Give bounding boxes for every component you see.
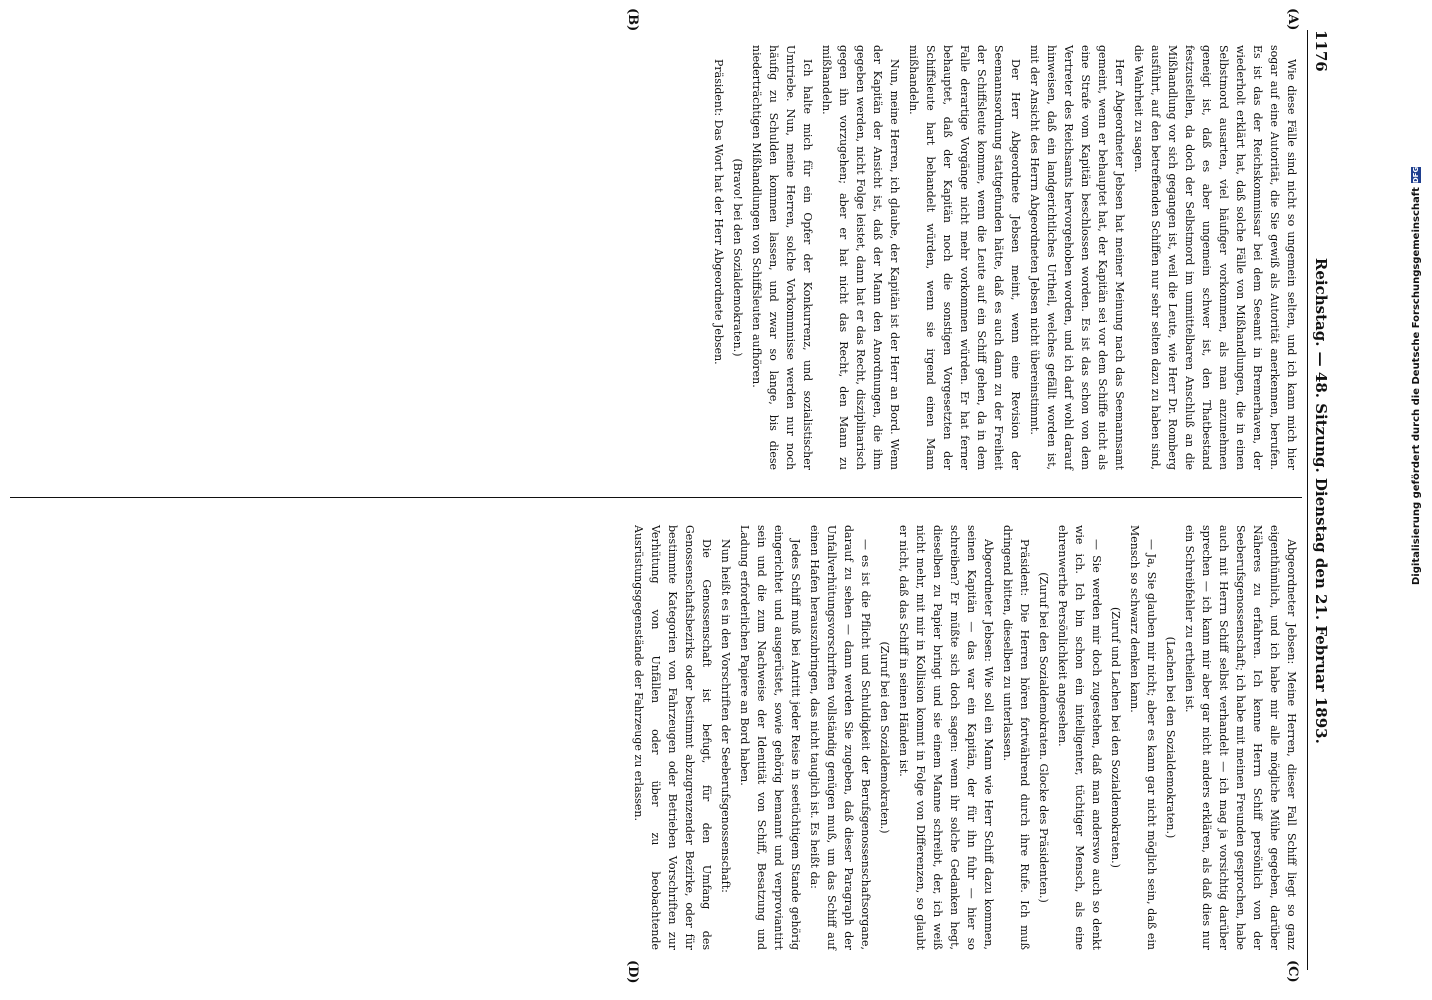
- paragraph: Abgeordneter Jebsen: Wie soll ein Mann wie Herr Schiff dazu kommen, seinen Kapitän — das war ein Kapitän, der für ihn fuhr — hier so schreiben? Er müßte sich doch sagen: wenn ihr solche Gedanken hegt, dieselben zu Papier bringt und sie einem Manne schreibt, der, ich weiß nicht mehr, mit mir in Kollision kommt in Folge von Differenzen, so glaubt er nicht, daß das Schiff in seinen Händen ist.: [897, 525, 995, 950]
- credit-text: Digitalisierung gefördert durch die Deutsche Forschungsgemeinschaft: [1410, 187, 1422, 585]
- paragraph: Nun, meine Herren, ich glaube, der Kapitän ist der Herr an Bord. Wenn der Kapitän der Ansicht ist, daß der Mann den Anordnungen, die ihm gegeben werden, nicht Folge leistet, dann hat er das Recht, disziplinarisch gegen ihn vorzugehen; aber er hat nicht das Recht, den Mann zu mißhandeln.: [820, 45, 901, 470]
- paragraph: Der Herr Abgeordnete Jebsen meint, wenn eine Revision der Seemannsordnung stattgefunden hätte, daß es auch dann zu der Freiheit der Schiffsleute komme, wenn die Leute auf ein Schiff gehen, da in dem Falle derartige Vorgänge nicht mehr vorkommen würden. Er hat ferner behauptet, daß der Kapitän noch die sonstigen Vorgesetzten der Schiffsleute hart behandelt würden, wenn sie irgend einen Mann mißhandeln.: [907, 45, 1022, 470]
- paragraph: Wie diese Fälle sind nicht so ungemein selten, und ich kann mich hier sogar auf eine Autorität, die Sie gewiß als Autorität anerkennen, berufen. Es ist das der Reichskommissar bei dem Seeamt in Bremerhaven, der wiederholt erklärt hat, daß solche Fälle von Mißhandlungen, die in einen Selbstmord ausarten, viel häufiger vorkommen, als man anzunehmen geneigt ist, daß es aber ungemein schwer ist, den Thatbestand festzustellen, da doch der Selbstmord im unmittelbaren Anschluß an die Mißhandlung vor sich gegangen ist, weil die Leute, wie Herr Dr. Romberg ausführt, auf den betreffenden Schiffen nur sehr selten dazu zu haben sind, die Wahrheit zu sagen.: [1132, 45, 1298, 470]
- paragraph: — es ist die Pflicht und Schuldigkeit der Berufsgenossenschaftsorgane, darauf zu sehen — dann werden Sie zugeben, daß dieser Paragraph der Unfallverhütungsvorschriften vollständig genügen muß, um das Schiff auf einen Hafen herauszubringen, das nicht tauglich ist. Es heißt da:: [808, 525, 872, 950]
- page-number: 1176: [1312, 30, 1330, 72]
- interjection: (Zuruf bei den Sozialdemokraten.): [878, 641, 891, 834]
- digitization-credit: [1408, 166, 1424, 585]
- page-header: [1310, 30, 1332, 970]
- right-column: [628, 525, 1300, 950]
- margin-mark-a: (A): [1285, 8, 1300, 31]
- interjection: (Lachen bei den Sozialdemokraten.): [1164, 636, 1177, 839]
- page-title: Reichstag. — 48. Sitzung. Dienstag den 21. Februar 1893.: [1312, 257, 1330, 744]
- paragraph: Präsident: Die Herren hören fortwährend durch ihre Rufe. Ich muß dringend bitten, dieselben zu unterlassen.: [1001, 525, 1031, 950]
- paragraph: Nun heißt es in den Vorschriften der Seeberufsgenossenschaft:: [719, 539, 732, 893]
- column-divider: [10, 497, 1302, 498]
- paragraph: Jedes Schiff muß bei Antritt jeder Reise in seetüchtigem Stande gehörig eingerichtet und ausgerüstet, sowie gehörig bemannt und verproviantirt sein und die zum Nachweise der Identität von Schiff, Besatzung und Ladung erforderlichen Papiere an Bord haben.: [738, 525, 802, 950]
- paragraph: Ich halte mich für ein Opfer der Konkurrenz, und sozialistischer Umtriebe. Nun, meine Herren, solche Vorkommnisse werden nur noch häufig zu Schulden kommen lassen, und zwar so lange, bis diese niederträchtigen Mißhandlungen von Schiffsleuten aufhören.: [750, 45, 814, 470]
- margin-mark-c: (C): [1285, 960, 1300, 983]
- header-rule: [1307, 30, 1308, 970]
- paragraph: — Sie werden mir doch zugestehen, daß man anderswo auch so denkt wie ich. Ich bin schon ein intelligenter, tüchtiger Mensch, als eine ehrenwerthe Persönlichkeit angesehen.: [1056, 525, 1103, 950]
- interjection: (Zuruf bei den Sozialdemokraten. Glocke des Präsidenten.): [1037, 572, 1050, 903]
- interjection: (Bravo! bei den Sozialdemokraten.): [731, 158, 744, 357]
- paragraph: Abgeordneter Jebsen: Meine Herren, dieser Fall Schiff liegt so ganz eigenthümlich, und ich habe mir alle mögliche Mühe gegeben, darüber Näheres zu erfahren. Ich kenne Herrn Schiff persönlich von der Seeberufsgenossenschaft; ich habe mit meinen Freunden gesprochen, habe auch mit Herrn Schiff selbst verhandelt — ich mag ja vorsichtig darüber sprechen — ich kann mir aber gar nicht anders erklären, als daß dies nur ein Schreibfehler zu ertheilen ist.: [1183, 525, 1298, 950]
- interjection: (Zuruf und Lachen bei den Sozialdemokraten.): [1109, 607, 1122, 868]
- speaker-line: Präsident: Das Wort hat der Herr Abgeordnete Jebsen.: [712, 59, 725, 365]
- dfg-logo: DFG: [1412, 166, 1420, 184]
- margin-mark-d: (D): [625, 960, 640, 984]
- left-column: [708, 45, 1300, 470]
- margin-mark-b: (B): [625, 8, 640, 32]
- paragraph: — Ja, Sie glauben mir nicht; aber es kann gar nicht möglich sein, daß ein Mensch so schwarz denken kann.: [1128, 525, 1158, 950]
- paragraph: Die Genossenschaft ist befugt, für den Umfang des Genossenschaftsbezirks oder bestimmt abzugrenzender Bezirke, oder für bestimmte Kategorien von Fahrzeugen oder Betrieben Vorschriften zur Verhütung von Unfällen oder über zu beobachtende Ausrüstungsgegenstände der Fahrzeuge zu erlassen.: [632, 525, 713, 950]
- paragraph: Herr Abgeordneter Jebsen hat meiner Meinung nach das Seemannsamt gemeint, wenn er behauptet hat, der Kapitän sei vor dem Schiffe nicht als eine Strafe vom Kapitän beschlossen worden. Es ist das schon von dem Vertreter des Reichsamts hervorgehoben worden, und ich darf wohl darauf hinweisen, daß ein landgerichtliches Urtheil, welches gefällt worden ist, mit der Ansicht des Herrn Abgeordneten Jebsen nicht übereinstimmt.: [1028, 45, 1126, 470]
